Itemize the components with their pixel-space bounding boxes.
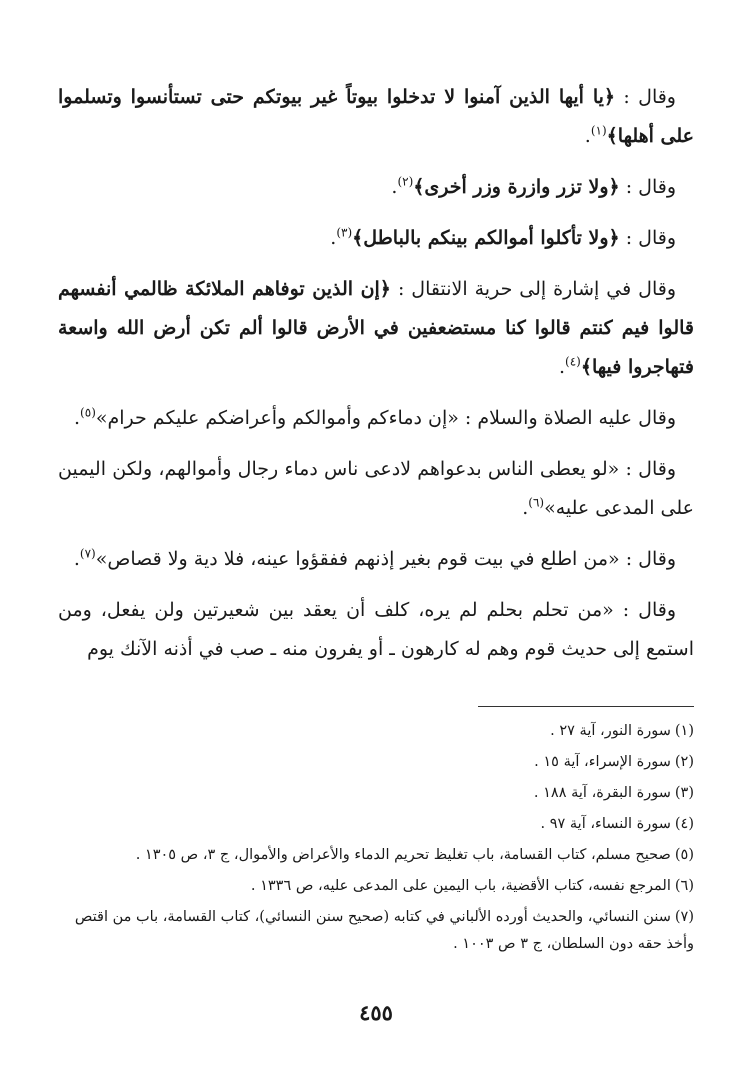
quran-quote: ﴿يا أيها الذين آمنوا لا تدخلوا بيوتاً غير بيوتكم حتى تستأنسوا وتسلموا على أهلها﴾: [58, 86, 694, 147]
hadith-quote: «لو يعطى الناس بدعواهم لادعى ناس دماء رجال وأموالهم، ولكن اليمين على المدعى عليه»: [58, 458, 694, 519]
paragraph-lead: وقال :: [625, 458, 676, 480]
footnote-ref: (٦): [528, 495, 545, 510]
quran-quote: ﴿إن الذين توفاهم الملائكة ظالمي أنفسهم قالوا فيم كنتم قالوا كنا مستضعفين في الأرض قالوا ألم تكن أرض الله واسعة فتهاجروا فيها﴾: [58, 278, 694, 378]
footnotes-section: [58, 718, 694, 962]
paragraph-2: [58, 168, 694, 207]
hadith-quote: «إن دماءكم وأموالكم وأعراضكم عليكم حرام»: [95, 407, 459, 429]
footnote-ref: (٣): [336, 225, 353, 240]
paragraph-6: [58, 450, 694, 528]
footnote-text: سنن النسائي، والحديث أورده الألباني في كتابه (صحيح سنن النسائي)، كتاب القسامة، باب من اقتص وأخذ حقه دون السلطان، ج ٣ ص ١٠٠٣ .: [74, 909, 694, 952]
footnote-3: [58, 780, 694, 807]
footnote-number: (٢): [674, 754, 694, 770]
footnote-7: [58, 904, 694, 958]
footnote-number: (١): [674, 723, 694, 739]
footnote-ref: (٤): [565, 354, 581, 369]
paragraph-tail: .: [330, 227, 337, 249]
paragraph-tail: .: [74, 407, 81, 429]
paragraph-lead: وقال :: [625, 176, 676, 198]
footnote-ref: (٧): [79, 546, 96, 561]
footnote-4: [58, 811, 694, 838]
page-number: ٤٥٥: [359, 1000, 393, 1025]
paragraph-tail: .: [391, 176, 398, 198]
footnote-text: المرجع نفسه، كتاب الأقضية، باب اليمين على المدعى عليه، ص ١٣٣٦ .: [250, 878, 671, 894]
paragraph-lead: وقال عليه الصلاة والسلام :: [464, 407, 676, 429]
paragraph-1: [58, 78, 694, 156]
footnote-number: (٥): [674, 847, 694, 863]
footnote-number: (٣): [674, 785, 694, 801]
paragraph-tail: .: [584, 125, 591, 147]
hadith-quote: «من تحلم بحلم لم يره، كلف أن يعقد بين شعيرتين ولن يفعل، ومن استمع إلى حديث قوم وهم له كارهون ـ أو يفرون منه ـ صب في أذنه الآنك يوم: [58, 599, 694, 660]
footnote-6: [58, 873, 694, 900]
paragraph-7: [58, 540, 694, 579]
footnote-ref: (١): [590, 123, 607, 138]
footnote-2: [58, 749, 694, 776]
paragraph-5: [58, 399, 694, 438]
paragraph-lead: وقال في إشارة إلى حرية الانتقال :: [397, 278, 677, 300]
paragraph-8: [58, 591, 694, 669]
footnote-text: سورة النساء، آية ٩٧ .: [540, 816, 671, 832]
paragraph-tail: .: [522, 497, 529, 519]
footnote-divider: [478, 706, 694, 707]
paragraph-tail: .: [558, 356, 566, 378]
paragraph-3: [58, 219, 694, 258]
footnote-text: سورة الإسراء، آية ١٥ .: [534, 754, 671, 770]
footnote-5: [58, 842, 694, 869]
paragraph-tail: .: [73, 548, 80, 570]
quran-quote: ﴿ولا تزر وازرة وزر أخرى﴾: [413, 176, 620, 198]
paragraph-lead: وقال :: [625, 548, 676, 570]
footnote-ref: (٥): [80, 405, 96, 420]
footnote-1: [58, 718, 694, 745]
paragraph-lead: وقال :: [625, 227, 676, 249]
footnote-ref: (٢): [397, 174, 414, 189]
footnote-number: (٧): [674, 909, 694, 925]
paragraph-4: [58, 270, 694, 387]
paragraph-lead: وقال :: [623, 86, 676, 108]
hadith-quote: «من اطلع في بيت قوم بغير إذنهم ففقؤوا عينه، فلا دية ولا قصاص»: [95, 548, 620, 570]
quran-quote: ﴿ولا تأكلوا أموالكم بينكم بالباطل﴾: [352, 227, 620, 249]
footnote-text: صحيح مسلم، كتاب القسامة، باب تغليظ تحريم الدماء والأعراض والأموال، ج ٣، ص ١٣٠٥ .: [135, 847, 671, 863]
footnote-number: (٦): [674, 878, 694, 894]
paragraph-lead: وقال :: [622, 599, 677, 621]
footnote-text: سورة النور، آية ٢٧ .: [550, 723, 671, 739]
footnote-text: سورة البقرة، آية ١٨٨ .: [533, 785, 671, 801]
footnote-number: (٤): [674, 816, 694, 832]
